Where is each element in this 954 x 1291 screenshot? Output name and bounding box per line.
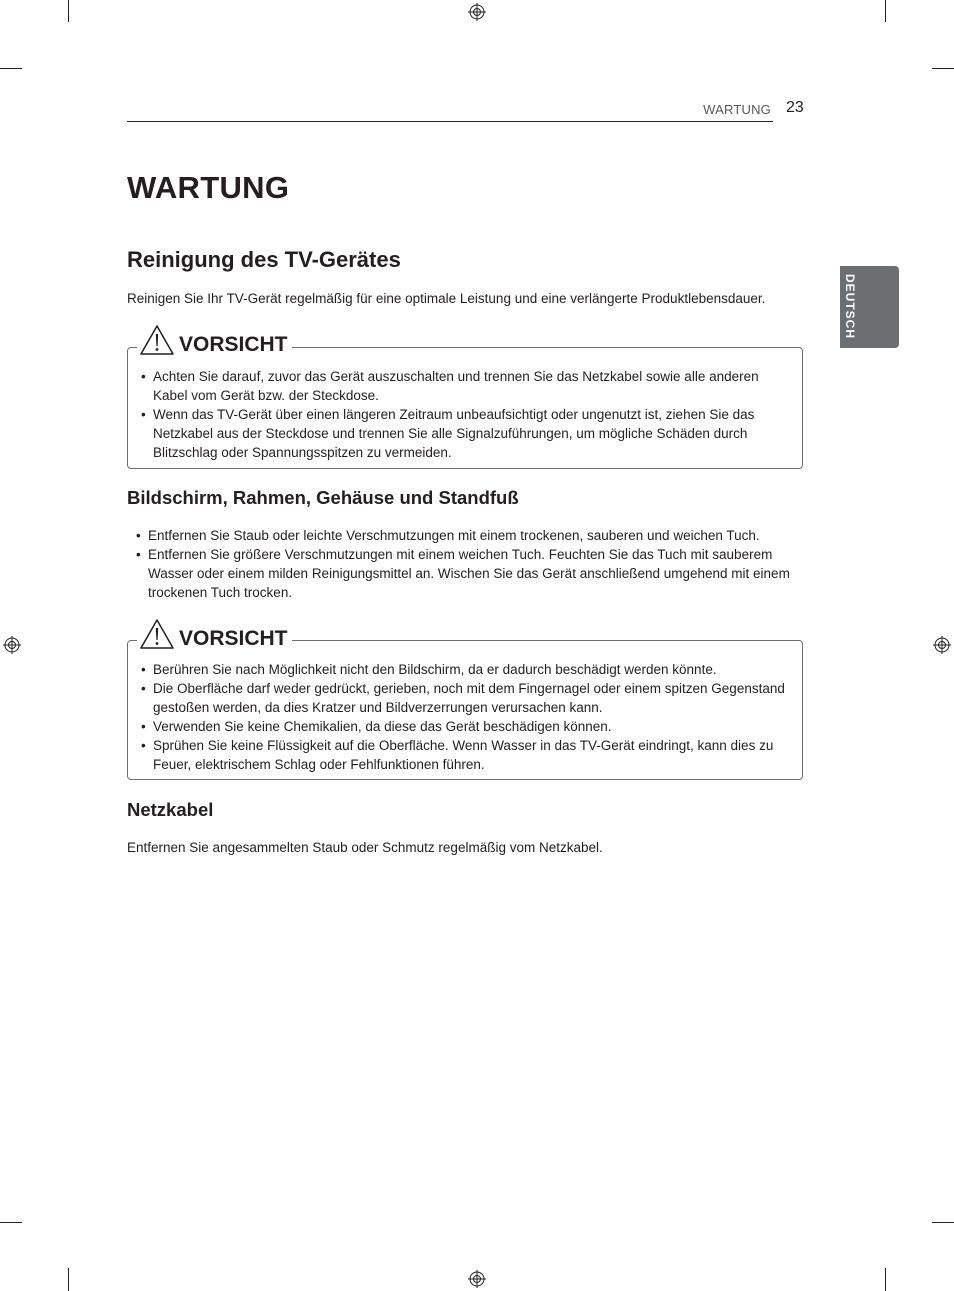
crop-mark <box>885 0 886 22</box>
crop-mark <box>68 0 69 22</box>
language-tab-label: DEUTSCH <box>843 274 857 340</box>
caution-label: VORSICHT <box>179 627 288 650</box>
registration-mark-icon <box>468 3 486 21</box>
cable-text: Entfernen Sie angesammelten Staub oder Schmutz regelmäßig vom Netzkabel. <box>127 840 603 855</box>
page-number: 23 <box>786 99 804 116</box>
crop-mark <box>885 1268 886 1291</box>
section-title: Reinigung des TV-Gerätes <box>127 247 401 272</box>
list-item: • Entfernen Sie Staub oder leichte Verschmutzungen mit einem trockenen, sauberen und weichen Tuch. <box>136 526 804 545</box>
list-item: • Die Oberfläche darf weder gedrückt, gerieben, noch mit dem Fingernagel oder einem spitzen Gegenstand gestoßen werden, da dies Kratzer und Bildverzerrungen verursachen kann. <box>141 679 796 717</box>
crop-mark <box>68 1268 69 1291</box>
list-item: • Wenn das TV-Gerät über einen längeren Zeitraum unbeaufsichtigt oder ungenutzt ist, ziehen Sie das Netzkabel aus der Steckdose und trennen Sie alle Signalzuführungen, um mögliche Schäden durch Blitzschlag oder Spannungsspitzen zu vermeiden. <box>141 405 796 462</box>
cleaning-list <box>136 526 804 602</box>
caution-label: VORSICHT <box>179 333 288 356</box>
list-item: • Entfernen Sie größere Verschmutzungen mit einem weichen Tuch. Feuchten Sie das Tuch mit sauberem Wasser oder einem milden Reinigungsmittel an. Wischen Sie das Gerät anschließend umgehend mit einem trockenen Tuch trocken. <box>136 545 804 602</box>
crop-mark <box>0 68 22 69</box>
crop-mark <box>932 1222 954 1223</box>
registration-mark-icon <box>468 1270 486 1288</box>
crop-mark <box>932 68 954 69</box>
subsection-title: Netzkabel <box>127 799 214 820</box>
caution-heading <box>137 618 292 650</box>
list-item: • Sprühen Sie keine Flüssigkeit auf die Oberfläche. Wenn Wasser in das TV-Gerät eindringt, kann dies zu Feuer, elektrischem Schlag oder Fehlfunktionen führen. <box>141 736 796 774</box>
caution-heading <box>137 324 292 356</box>
page-title: WARTUNG <box>127 170 290 205</box>
section-intro: Reinigen Sie Ihr TV-Gerät regelmäßig für eine optimale Leistung und eine verlängerte Produktlebensdauer. <box>127 291 766 306</box>
list-item: • Achten Sie darauf, zuvor das Gerät auszuschalten und trennen Sie das Netzkabel sowie alle anderen Kabel vom Gerät bzw. der Steckdose. <box>141 367 796 405</box>
running-header-section: WARTUNG <box>703 102 771 117</box>
warning-triangle-icon <box>139 324 175 356</box>
caution-list <box>141 367 796 462</box>
list-item: • Berühren Sie nach Möglichkeit nicht den Bildschirm, da er dadurch beschädigt werden könnte. <box>141 660 796 679</box>
caution-list <box>141 660 796 774</box>
registration-mark-icon <box>3 636 21 654</box>
list-item: • Verwenden Sie keine Chemikalien, da diese das Gerät beschädigen können. <box>141 717 796 736</box>
language-tab-label-wrap <box>830 266 870 348</box>
crop-mark <box>0 1222 22 1223</box>
subsection-title: Bildschirm, Rahmen, Gehäuse und Standfuß <box>127 487 519 508</box>
registration-mark-icon <box>933 636 951 654</box>
header-divider <box>127 121 773 122</box>
warning-triangle-icon <box>139 618 175 650</box>
